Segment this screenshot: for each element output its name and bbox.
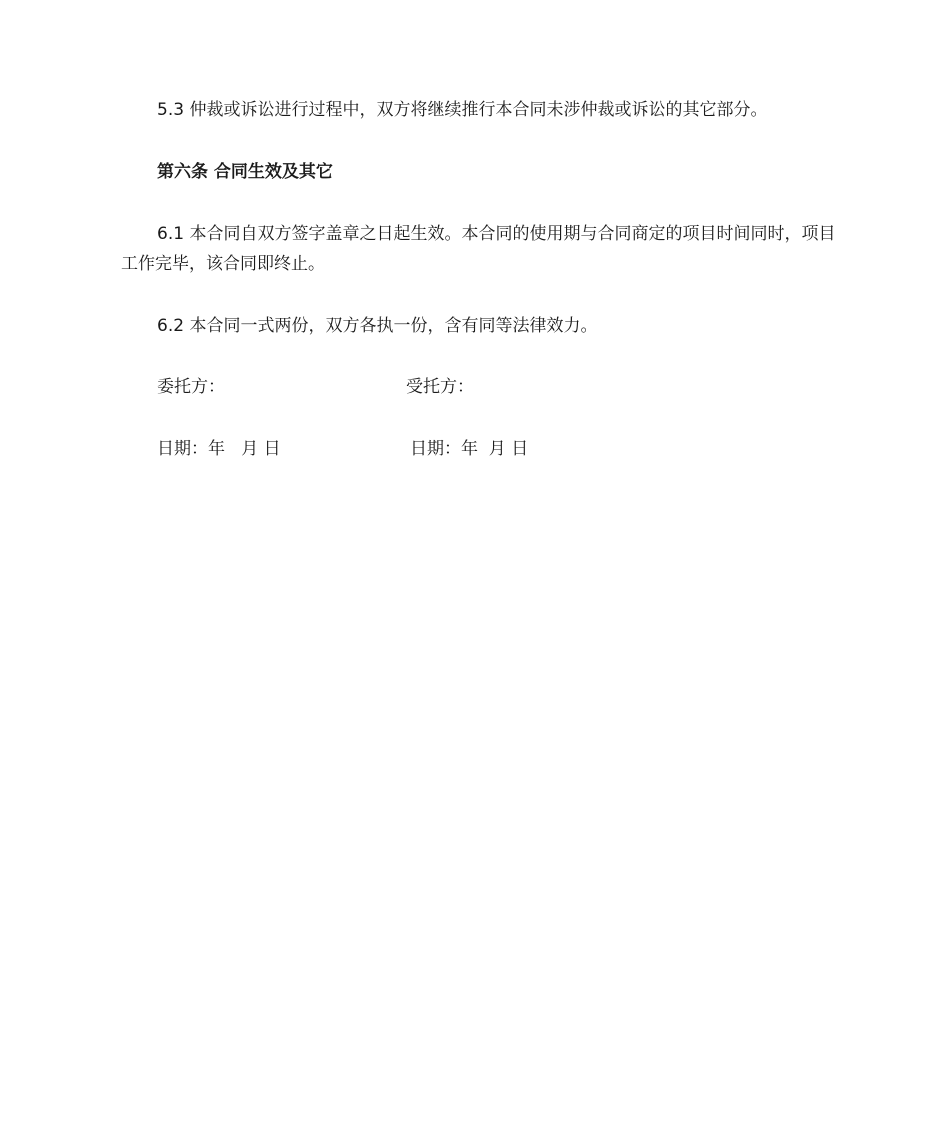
contractor-date: 日期：年 月 日 (410, 439, 529, 459)
client-label: 委托方： (157, 377, 225, 397)
signature-date-row (157, 434, 757, 464)
client-date: 日期：年 月 日 (157, 439, 281, 459)
signature-party-row (157, 372, 757, 402)
clause-6-2: 6.2 本合同一式两份，双方各执一份，含有同等法律效力。 (157, 316, 598, 336)
article-6-heading: 第六条 合同生效及其它 (157, 162, 333, 182)
contractor-label: 受托方： (406, 377, 474, 397)
clause-6-1: 6.1 本合同自双方签字盖章之日起生效。本合同的使用期与合同商定的项目时间同时，项目工作完毕，该合同即终止。 (121, 224, 836, 274)
clause-5-3: 5.3 仲裁或诉讼进行过程中，双方将继续推行本合同未涉仲裁或诉讼的其它部分。 (157, 100, 768, 120)
